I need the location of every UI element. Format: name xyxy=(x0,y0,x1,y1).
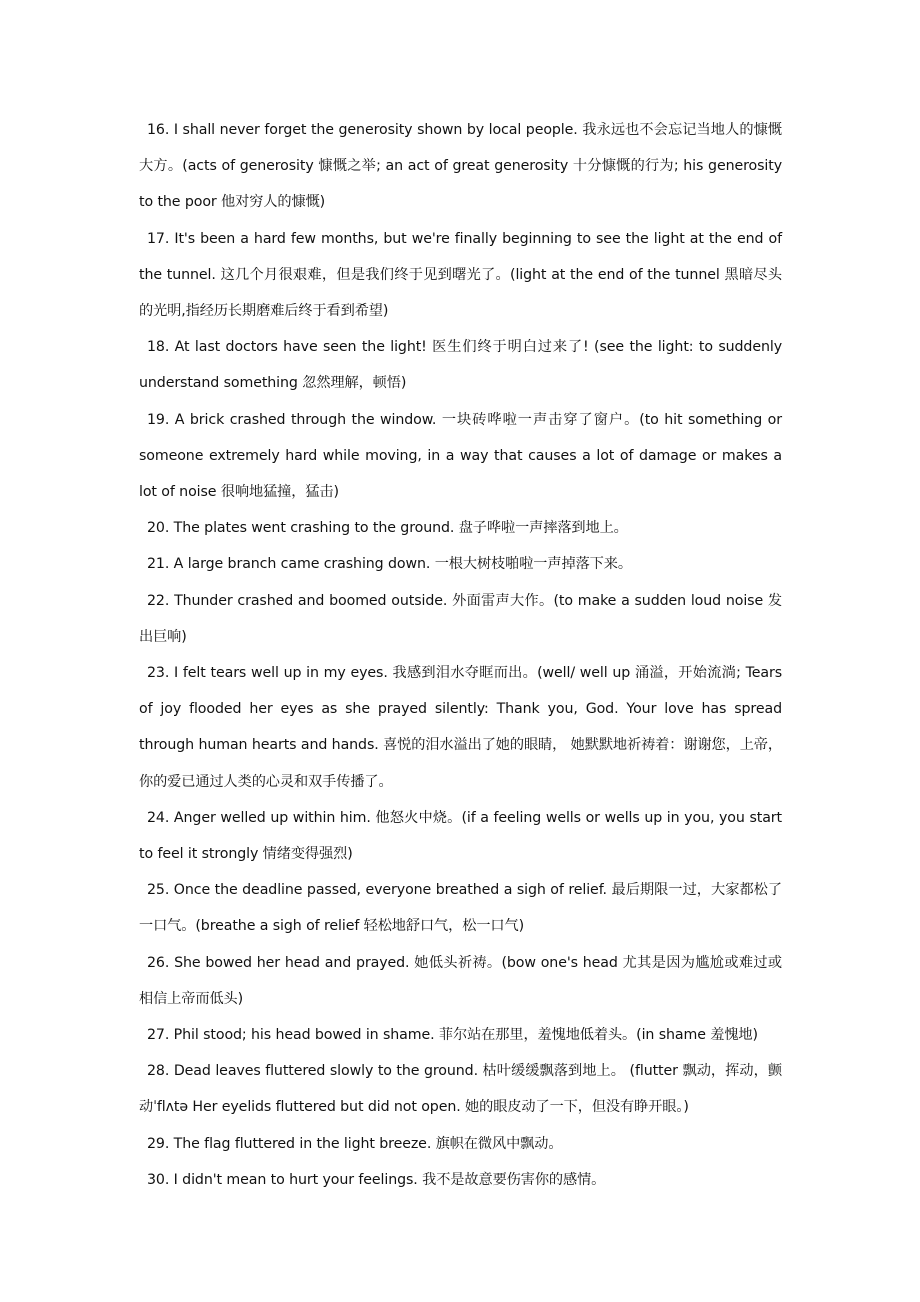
sentence-28: 28. Dead leaves fluttered slowly to the ground. 枯叶缓缓飘落到地上。 (flutter 飘动，挥动，颤动ˈflʌtə Her eyelids fluttered but did not open. 她的眼皮动了一下，但没有睁开眼。) xyxy=(139,1063,782,1116)
sentence-26: 26. She bowed her head and prayed. 她低头祈祷。(bow one's head 尤其是因为尴尬或难过或相信上帝而低头) xyxy=(139,954,782,1007)
sentence-29: 29. The flag fluttered in the light breeze. 旗帜在微风中飘动。 xyxy=(147,1135,563,1152)
sentence-23: 23. I felt tears well up in my eyes. 我感到泪水夺眶而出。(well/ well up 涌溢，开始流淌; Tears of joy flooded her eyes as she prayed silently: Thank you, God. Your love has spread through human hearts and hands. 喜悦的泪水溢出了她的眼睛， 她默默地祈祷着：谢谢您，上帝，你的爱已通过人类的心灵和双手传播了。 xyxy=(139,665,782,790)
sentence-18: 18. At last doctors have seen the light! 医生们终于明白过来了! (see the light: to suddenly understand something 忽然理解，顿悟) xyxy=(139,339,782,392)
sentence-19: 19. A brick crashed through the window. 一块砖哗啦一声击穿了窗户。(to hit something or someone extremely hard while moving, in a way that causes a lot of damage or makes a lot of noise 很响地猛撞，猛击) xyxy=(139,411,782,501)
sentence-25: 25. Once the deadline passed, everyone breathed a sigh of relief. 最后期限一过，大家都松了一口气。(breathe a sigh of relief 轻松地舒口气，松一口气) xyxy=(139,882,782,935)
sentence-24: 24. Anger welled up within him. 他怒火中烧。(if a feeling wells or wells up in you, you start to feel it strongly 情绪变得强烈) xyxy=(139,809,782,863)
sentence-22: 22. Thunder crashed and boomed outside. 外面雷声大作。(to make a sudden loud noise 发出巨响) xyxy=(139,592,782,645)
sentence-21: 21. A large branch came crashing down. 一根大树枝啪啦一声掉落下来。 xyxy=(147,556,632,573)
document-body xyxy=(139,112,782,1198)
sentence-30: 30. I didn't mean to hurt your feelings. 我不是故意要伤害你的感情。 xyxy=(147,1171,606,1188)
sentence-16: 16. I shall never forget the generosity shown by local people. 我永远也不会忘记当地人的慷慨大方。(acts of generosity 慷慨之举; an act of great generosity 十分慷慨的行为; his generosity to the poor 他对穷人的慷慨) xyxy=(139,122,782,211)
sentence-27: 27. Phil stood; his head bowed in shame. 菲尔站在那里，羞愧地低着头。(in shame 羞愧地) xyxy=(147,1027,758,1044)
sentence-20: 20. The plates went crashing to the ground. 盘子哗啦一声摔落到地上。 xyxy=(147,520,628,537)
sentence-17: 17. It's been a hard few months, but we're finally beginning to see the light at the end of the tunnel. 这几个月很艰难，但是我们终于见到曙光了。(light at the end of the tunnel 黑暗尽头的光明,指经历长期磨难后终于看到希望) xyxy=(139,230,782,320)
